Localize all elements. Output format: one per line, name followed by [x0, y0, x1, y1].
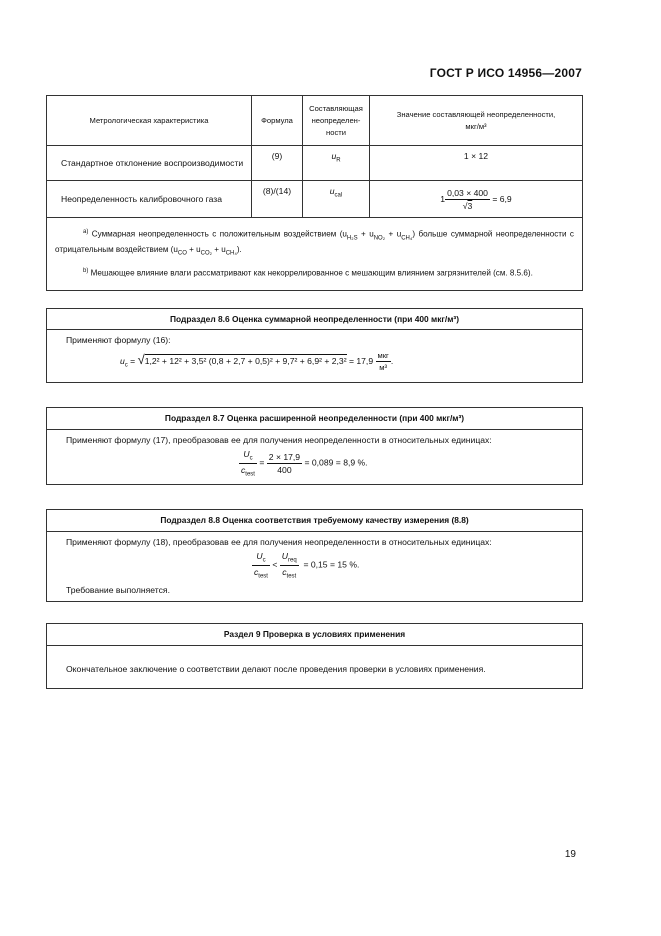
section-8-7 [46, 407, 583, 485]
section-8-7-title: Подраздел 8.7 Оценка расширенной неопределенности (при 400 мкг/м³) [47, 408, 582, 430]
footnote-a: $^{a)}$ Суммарная неопределенность с положительным воздействием $(u_{H_2S} + u_{NO_2} + u_{CH_4})$ больше суммарной неопределенности с отрицательным воздействием $(u_{CO} + u_{CO_2} + u_{CH_4})$. [55, 229, 574, 257]
section-8-6-intro: Применяют формулу (16): [66, 335, 171, 345]
section-8-8 [46, 509, 583, 602]
footnote-b: $^{b)}$ Мешающее влияние влаги рассматривают как некоррелированное с мешающим влиянием загрязнителей (см. 8.5.6). [83, 267, 533, 278]
section-8-7-intro: Применяют формулу (17), преобразовав ее для получения неопределенности в относительных единицах: [66, 435, 492, 445]
row1-symbol: $u_R$ [303, 146, 370, 181]
section-8-8-conclusion: Требование выполняется. [66, 585, 170, 595]
table-row [47, 146, 583, 181]
header-formula: Формула [252, 96, 303, 146]
document-code: ГОСТ Р ИСО 14956—2007 [429, 66, 582, 80]
table-footnotes [47, 218, 583, 291]
header-characteristic: Метрологическая характеристика [47, 96, 252, 146]
section-8-7-equation: $\frac{U_c}{c_{test}}$ = $\frac{2 \times 17,9}{400}$ = 0,089 = 8,9 %. [241, 449, 368, 478]
section-9-text: Окончательное заключение о соответствии делают после проведения проверки в условиях применения. [66, 664, 486, 674]
footnotes-cell [47, 218, 583, 291]
section-8-6-title: Подраздел 8.6 Оценка суммарной неопределенности (при 400 мкг/м³) [47, 309, 582, 330]
row2-formula: (8)/(14) [252, 181, 303, 218]
section-8-6 [46, 308, 583, 383]
row1-characteristic: Стандартное отклонение воспроизводимости [47, 146, 252, 181]
section-8-6-equation: $u_c = √1,2^2 + 12^2 + 3,5^2$ (0,8 + 2,7 + 0,5)² + 9,7² + 6,9² + 2,3² = 17,9 $\frac{\text{мкг}}{\text{м³}}$ . [120, 351, 394, 372]
section-8-8-title: Подраздел 8.8 Оценка соответствия требуемому качеству измерения (8.8) [47, 510, 582, 532]
section-8-8-equation: $\frac{U_c}{c_{test}}$ < $\frac{U_{req}}{c_{test}}$ = 0,15 = 15 %. [254, 551, 360, 580]
row2-symbol: $u_{cal}$ [303, 181, 370, 218]
row1-value: 1 × 12 [370, 146, 583, 181]
header-component: Составляющая неопределен- ности [303, 96, 370, 146]
row1-formula: (9) [252, 146, 303, 181]
uncertainty-table [46, 95, 583, 291]
section-9-title: Раздел 9 Проверка в условиях применения [47, 624, 582, 646]
section-8-8-intro: Применяют формулу (18), преобразовав ее для получения неопределенности в относительных единицах: [66, 537, 492, 547]
row2-characteristic: Неопределенность калибровочного газа [47, 181, 252, 218]
page-number: 19 [564, 849, 576, 860]
table-header-row [47, 96, 583, 146]
row2-value: 1 $\frac{0,03 \times 400}{√3}$ = 6,9 [370, 181, 583, 218]
table-row [47, 181, 583, 218]
section-9 [46, 623, 583, 689]
header-value: Значение составляющей неопределенности, мкг/м³ [370, 96, 583, 146]
